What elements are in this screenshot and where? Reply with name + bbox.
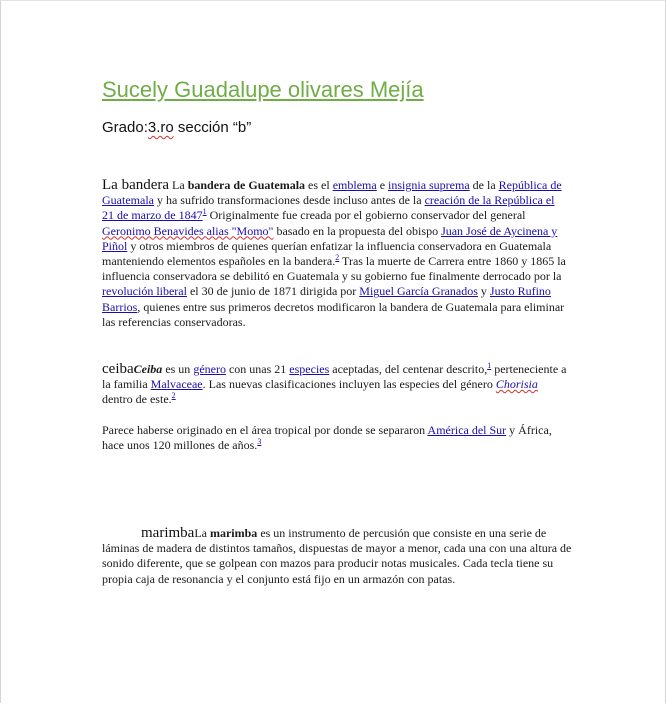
text: es un	[162, 362, 194, 376]
text: y África, hace unos 120 millones de años.	[102, 423, 552, 453]
text: de la	[469, 178, 499, 192]
text: Parece haberse originado en el área tropical por donde se separaron	[102, 423, 428, 437]
text: . Las nuevas clasificaciones incluyen las especies del género	[202, 377, 496, 392]
text: y	[477, 284, 490, 299]
text: aceptadas, del centenar descrito,	[329, 362, 488, 376]
link-emblema[interactable]: emblema	[332, 178, 377, 192]
bold-term: marimba	[209, 526, 258, 540]
text: el 30 de junio de 1871 dirigida por	[186, 284, 360, 299]
footnote-link[interactable]: 3	[257, 437, 262, 447]
bold-italic-term: Ceiba	[133, 362, 163, 376]
grade-line	[102, 119, 251, 136]
link-chorisia[interactable]: Chorisia	[495, 377, 538, 392]
paragraph-ceiba-origin	[102, 423, 568, 453]
link-miguel-garcia-granados[interactable]: Miguel García Granados	[359, 284, 478, 299]
footnote-ref[interactable]	[257, 437, 261, 446]
link-revolucion-liberal[interactable]: revolución liberal	[102, 284, 187, 299]
link-especies[interactable]: especies	[289, 362, 330, 376]
heading-marimba: marimba	[141, 525, 195, 541]
footnote-link[interactable]: 2	[171, 391, 176, 401]
text: y ha sufrido transformaciones desde incluso antes de la	[153, 193, 425, 208]
link-geronimo-benavides[interactable]: Geronimo Benavides alias "Momo"	[102, 223, 274, 238]
footnote-link[interactable]: 1	[487, 361, 492, 370]
text: es un instrumento de percusión que consiste en una serie de láminas de madera de distintos tamaños, dispuestas de mayor a menor, cada una con una altura de sonido diferente, que se golpean con mazos para producir notas musicales. Cada tecla tiene su propia caja de resonancia y el conjunto está fijo en un armazón con patas.	[102, 526, 572, 586]
grade-section: sección “b”	[173, 119, 252, 136]
link-insignia-suprema[interactable]: insignia suprema	[388, 178, 470, 192]
heading-ceiba: ceiba	[102, 361, 134, 377]
text: Originalmente fue creada por el gobierno conservador del general	[206, 208, 526, 223]
paragraph-ceiba	[102, 362, 568, 408]
text: La	[169, 178, 188, 192]
link-republica-guatemala[interactable]: República de Guatemala	[102, 178, 562, 208]
grade-value: 3.ro	[147, 119, 174, 136]
text: Tras la muerte de Carrera entre 1860 y 1865 la influencia conservadora se debilitó en Guatemala y su gobierno fue finalmente derrocado por la	[102, 254, 566, 284]
text: y otros miembros de quienes querían enfatizar la influencia conservadora en Guatemala manteniendo elementos españoles en la bandera.	[102, 238, 552, 269]
link-genero[interactable]: género	[193, 362, 226, 376]
heading-bandera: La bandera	[102, 177, 170, 193]
paragraph-marimba	[102, 526, 576, 587]
text: , quienes entre sus primeros decretos modificaron la bandera de Guatemala para eliminar las referencias conservadoras.	[102, 299, 565, 329]
grade-label: Grado:	[102, 119, 148, 136]
text: dentro de este.	[102, 392, 172, 407]
document-title: Sucely Guadalupe olivares Mejía	[102, 77, 424, 102]
text: basado en la propuesta del obispo	[273, 223, 442, 238]
text: e	[376, 178, 389, 192]
text: La	[194, 526, 210, 540]
link-malvaceae[interactable]: Malvaceae	[150, 377, 203, 392]
footnote-link[interactable]: 1	[202, 207, 207, 217]
link-creacion-republica[interactable]: creación de la República el 21 de marzo de 1847	[102, 193, 555, 223]
text: es el	[305, 178, 333, 192]
text: perteneciente a la familia	[102, 362, 567, 392]
link-justo-rufino-barrios[interactable]: Justo Rufino Barrios	[102, 284, 551, 314]
text: con unas 21	[225, 362, 290, 376]
paragraph-bandera	[102, 178, 568, 330]
link-aycinena[interactable]: Juan José de Aycinena y Piñol	[102, 223, 558, 253]
bold-term: bandera de Guatemala	[187, 178, 306, 192]
link-america-del-sur[interactable]: América del Sur	[427, 423, 507, 437]
footnote-link[interactable]: 2	[335, 253, 340, 263]
footnote-ref[interactable]	[172, 391, 176, 400]
